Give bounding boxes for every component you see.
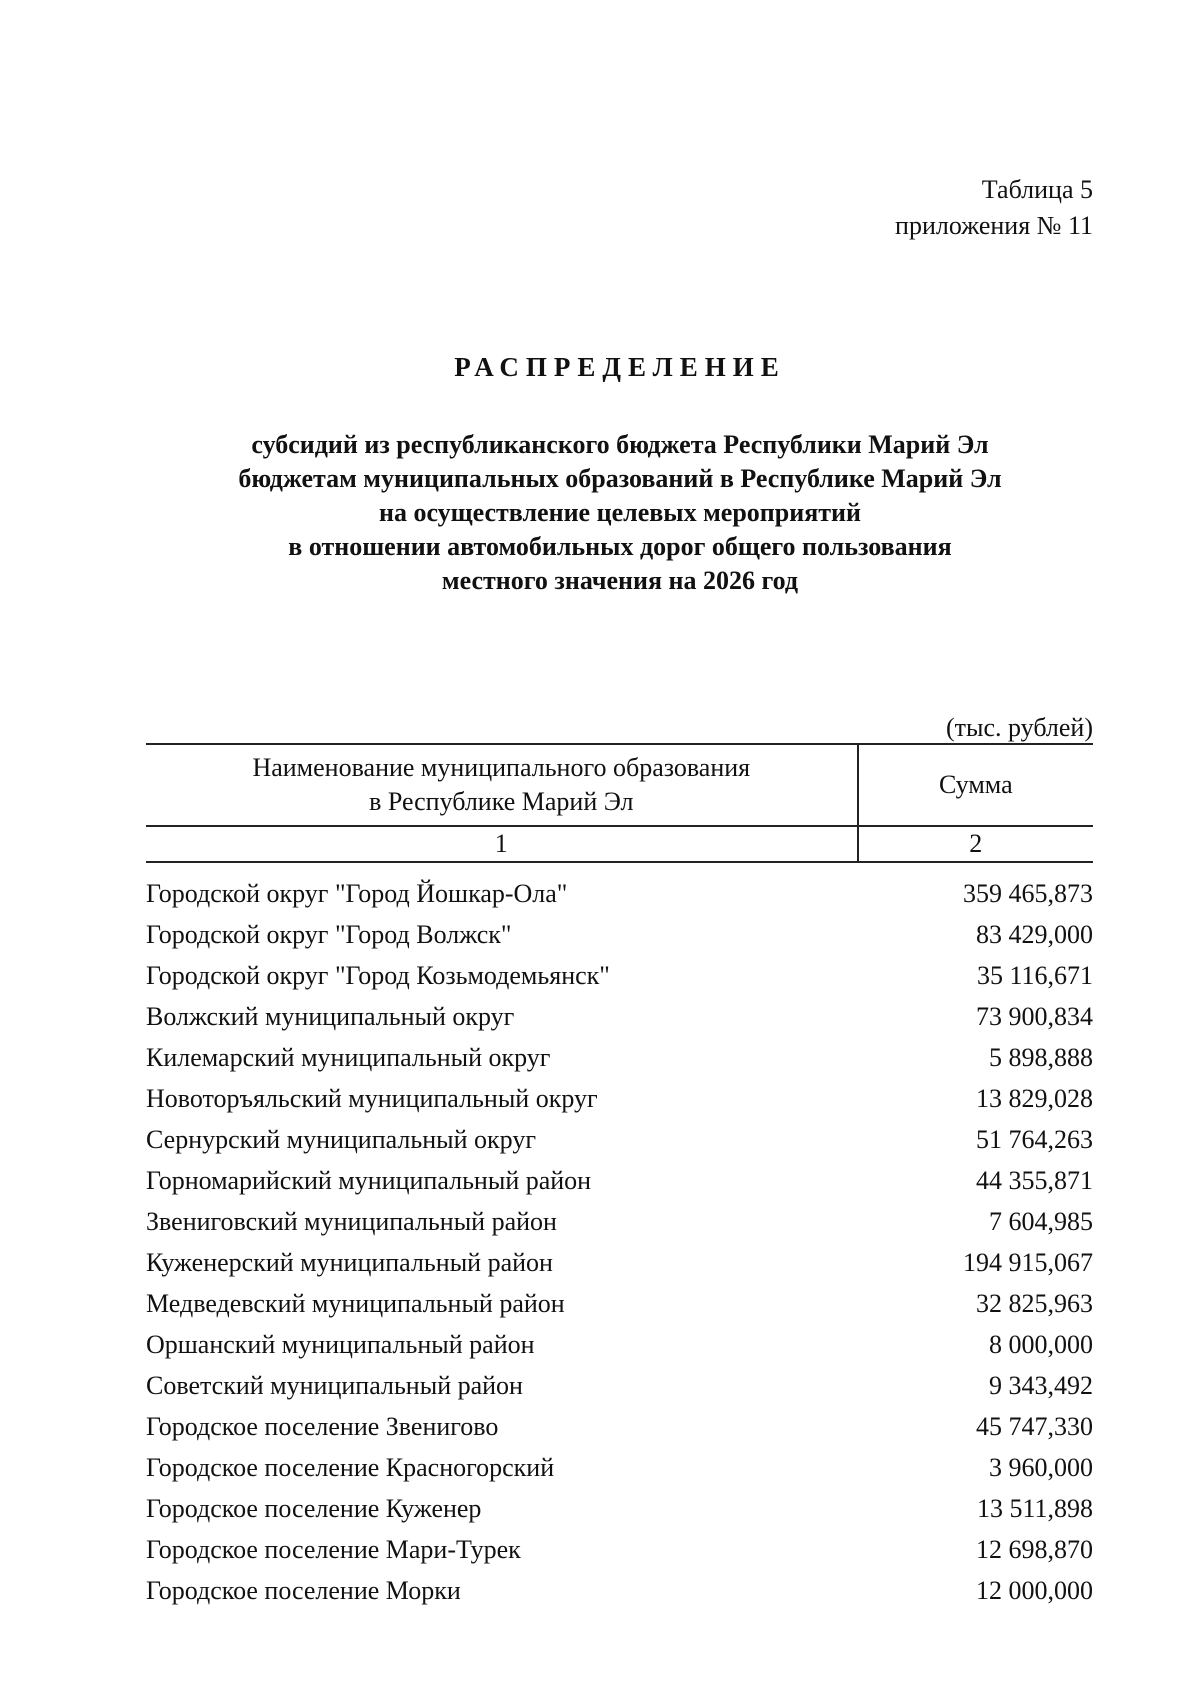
subsidy-amount: 3 960,000	[989, 1452, 1093, 1482]
table-row	[146, 1201, 1093, 1242]
subsidy-amount: 45 747,330	[976, 1411, 1093, 1441]
municipality-name: Медведевский муниципальный район	[146, 1288, 565, 1318]
table-row	[146, 1160, 1093, 1201]
subsidy-amount: 12 000,000	[976, 1575, 1093, 1605]
column-header-name	[146, 744, 858, 826]
subsidy-amount: 83 429,000	[976, 919, 1093, 949]
table-row	[146, 873, 1093, 914]
table-label: Таблица 5	[981, 175, 1093, 204]
municipality-name: Городское поселение Звенигово	[146, 1411, 499, 1441]
table-row	[146, 1037, 1093, 1078]
table-header-row	[146, 744, 1093, 826]
subsidy-amount: 9 343,492	[989, 1370, 1093, 1400]
municipality-name: Килемарский муниципальный округ	[146, 1042, 551, 1072]
subsidy-amount: 8 000,000	[989, 1329, 1093, 1359]
column-header-name-line1: Наименование муниципального образования	[252, 753, 751, 782]
document-title: РАСПРЕДЕЛЕНИЕ	[454, 352, 786, 382]
municipality-name: Городской округ "Город Йошкар-Ола"	[146, 878, 568, 908]
table-row	[146, 1365, 1093, 1406]
municipality-name: Городское поселение Морки	[146, 1575, 461, 1605]
subsidy-amount: 32 825,963	[976, 1288, 1093, 1318]
municipality-name: Городское поселение Куженер	[146, 1493, 482, 1523]
table-row	[146, 996, 1093, 1037]
municipality-name: Новоторъяльский муниципальный округ	[146, 1083, 598, 1113]
table-reference	[895, 172, 1093, 244]
table-row	[146, 1242, 1093, 1283]
municipality-name: Горномарийский муниципальный район	[146, 1165, 592, 1195]
column-number-2: 2	[858, 826, 1093, 862]
table-row	[146, 1119, 1093, 1160]
subsidy-amount: 13 829,028	[976, 1083, 1093, 1113]
municipality-name: Советский муниципальный район	[146, 1370, 523, 1400]
column-header-name-line2: в Республике Марий Эл	[369, 787, 634, 816]
municipality-name: Городской округ "Город Козьмодемьянск"	[146, 960, 610, 990]
municipality-name: Звениговский муниципальный район	[146, 1206, 557, 1236]
subsidy-amount: 51 764,263	[976, 1124, 1093, 1154]
subtitle-line: местного значения на 2026 год	[441, 566, 799, 595]
subtitle-line: в отношении автомобильных дорог общего пользования	[288, 532, 952, 561]
subsidy-amount: 12 698,870	[976, 1534, 1093, 1564]
appendix-label: приложения № 11	[895, 211, 1093, 240]
municipality-name: Куженерский муниципальный район	[146, 1247, 553, 1277]
table-row	[146, 1488, 1093, 1529]
table-spacer	[146, 862, 1093, 873]
table-row	[146, 1324, 1093, 1365]
municipality-name: Городской округ "Город Волжск"	[146, 919, 512, 949]
subsidy-amount: 35 116,671	[976, 960, 1093, 990]
subsidy-amount: 5 898,888	[989, 1042, 1093, 1072]
subsidy-amount: 7 604,985	[989, 1206, 1093, 1236]
subsidy-amount: 73 900,834	[976, 1001, 1093, 1031]
subsidy-amount: 194 915,067	[963, 1247, 1093, 1277]
table-row	[146, 1529, 1093, 1570]
municipality-name: Сернурский муниципальный округ	[146, 1124, 536, 1154]
column-number-row	[146, 826, 1093, 862]
municipality-name: Городское поселение Красногорский	[146, 1452, 555, 1482]
spacer-cell	[146, 862, 1093, 873]
subsidy-amount: 44 355,871	[976, 1165, 1093, 1195]
table-body	[146, 862, 1093, 1611]
municipality-name: Волжский муниципальный округ	[146, 1001, 515, 1031]
distribution-table	[146, 743, 1093, 1611]
table-row	[146, 1447, 1093, 1488]
subtitle-line: на осуществление целевых мероприятий	[378, 498, 862, 527]
table-row	[146, 1078, 1093, 1119]
subsidy-amount: 13 511,898	[976, 1493, 1093, 1523]
municipality-name: Оршанский муниципальный район	[146, 1329, 535, 1359]
subtitle-line: субсидий из республиканского бюджета Республики Марий Эл	[251, 430, 989, 459]
table-row	[146, 1570, 1093, 1611]
subtitle-line: бюджетам муниципальных образований в Республике Марий Эл	[238, 464, 1002, 493]
units-label: (тыс. рублей)	[945, 713, 1093, 742]
document-subtitle	[0, 428, 1200, 598]
subsidy-amount: 359 465,873	[963, 878, 1093, 908]
table-row	[146, 1406, 1093, 1447]
column-header-sum: Сумма	[858, 744, 1093, 826]
column-number-1: 1	[146, 826, 858, 862]
table-row	[146, 914, 1093, 955]
table-row	[146, 955, 1093, 996]
municipality-name: Городское поселение Мари-Турек	[146, 1534, 521, 1564]
table-row	[146, 1283, 1093, 1324]
